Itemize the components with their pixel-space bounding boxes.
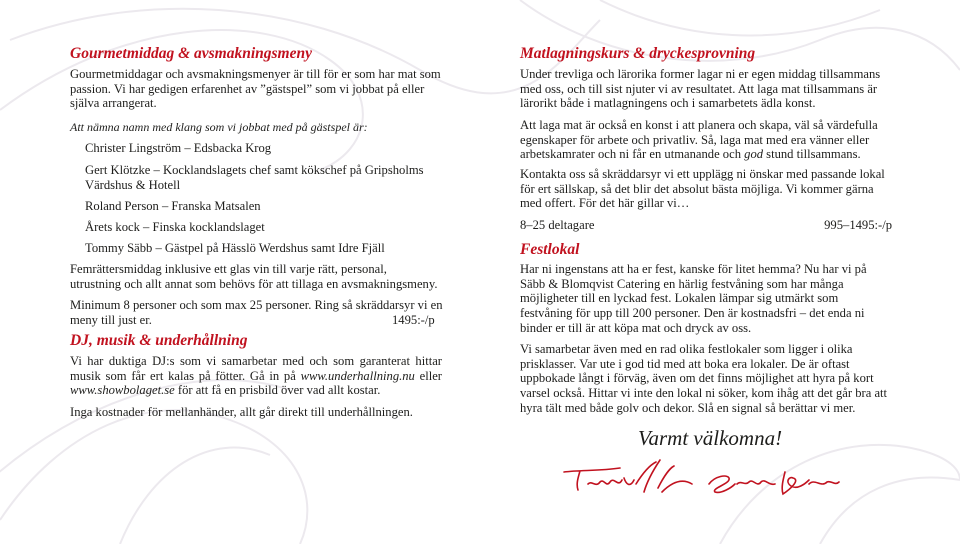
chef-entry: Tommy Säbb – Gästpel på Hässlö Werdshus samt Idre Fjäll (85, 241, 385, 255)
gourmet-description: Femrättersmiddag inklusive ett glas vin till varje rätt, personal, utrustning och allt annat som behövs för att tillaga en avsmakningsmeny. (70, 262, 438, 291)
festlokal-heading: Festlokal (520, 241, 580, 258)
chef-entry: Årets kock – Finska kocklandslaget (85, 220, 265, 234)
course-p2-emphasis: god (744, 147, 764, 162)
chef-entry: Roland Person – Franska Matsalen (85, 199, 261, 213)
course-participants: 8–25 deltagare (520, 218, 595, 232)
course-price: 995–1495:-/p (824, 218, 892, 232)
course-paragraph-2 (520, 118, 892, 162)
dj-text (70, 354, 442, 398)
course-p2-start: Att laga mat är också en konst i att planera och skapa, väl så värdefulla egenskaper för arbete och privatliv. Så, laga mat med era vänner eller arbetskamrater och ni får en utmanande och (520, 118, 878, 162)
course-paragraph-1: Under trevliga och lärorika former lagar ni er egen middag tillsammans med oss, och till sist njuter vi av resultatet. Att laga mat tillsammans är lärorikt både i matlagningens och i samarbetets ädla konst. (520, 67, 881, 111)
gourmet-price: 1495:-/p (392, 313, 435, 327)
gourmet-intro: Gourmetmiddagar och avsmakningsmenyer är till för er som har mat som passion. Vi har gedigen erfarenhet av ”gästspel” som vi jobbat på eller själva arrangerat. (70, 67, 441, 111)
dj-text-mid: eller (414, 368, 442, 383)
festlokal-paragraph-2: Vi samarbetar även med en rad olika festlokaler som ligger i olika prisklasser. Var ute i god tid med att boka era lokaler. De är oftast uppbokade långt i förväg, även om det finns möjlighet att hyra på kort varsel också. Hittar vi inte den lokal ni söker, kom ihåg att det går bra att hyra tält med både golv och dekor. Slå en signal så berättar vi mer. (520, 342, 888, 415)
gourmet-heading: Gourmetmiddag & avsmakningsmeny (70, 45, 312, 62)
festlokal-paragraph-1: Har ni ingenstans att ha er fest, kanske för litet hemma? Nu har vi på Säbb & Blomqvist Catering en härlig festvåning som har många möjligheter till en lyckad fest. Lokalen lämpar sig utmärkt som festvåning för upp till 200 personer. Den är kostnadsfri – det enda ni binder er till är att köpa mat och dryck av oss. (520, 262, 867, 335)
dj-note: Inga kostnader för mellanhänder, allt går direkt till underhållningen. (70, 405, 413, 419)
chef-entry: Gert Klötzke – Kocklandslagets chef samt kökschef på Gripsholms Värdshus & Hotell (85, 163, 424, 192)
dj-text-end: för att få en prisbild över vad allt kostar. (174, 383, 381, 398)
chef-entry: Christer Lingström – Edsbacka Krog (85, 141, 272, 155)
dj-heading: DJ, musik & underhållning (70, 332, 248, 349)
signature-tommy (560, 458, 695, 498)
underhallning-link[interactable]: www.underhallning.nu (300, 368, 415, 383)
showbolaget-link[interactable]: www.showbolaget.se (70, 383, 175, 398)
gourmet-minimum-text: Minimum 8 personer och som max 25 personer. Ring så skräddarsyr vi en meny till just er. (70, 298, 443, 327)
closing-greeting: Varmt välkomna! (638, 426, 783, 450)
course-p2-end: stund tillsammans. (763, 147, 861, 162)
course-paragraph-3: Kontakta oss så skräddarsyr vi ett upplägg ni önskar med passande lokal för ert sällskap, så det blir det absolut bästa möjliga. Vi kommer gärna med offert. För det här gillar vi… (520, 167, 885, 211)
gourmet-names-intro: Att nämna namn med klang som vi jobbat med på gästspel är: (70, 120, 368, 134)
course-heading: Matlagningskurs & dryckesprovning (520, 45, 756, 62)
course-price-row (520, 218, 892, 233)
signature-stina-blomqvist (705, 468, 840, 496)
dj-text-start: Vi har duktiga DJ:s som vi samarbetar med och som garanterat hittar musik som får ert kalas på fötter. Gå in på (70, 354, 442, 383)
